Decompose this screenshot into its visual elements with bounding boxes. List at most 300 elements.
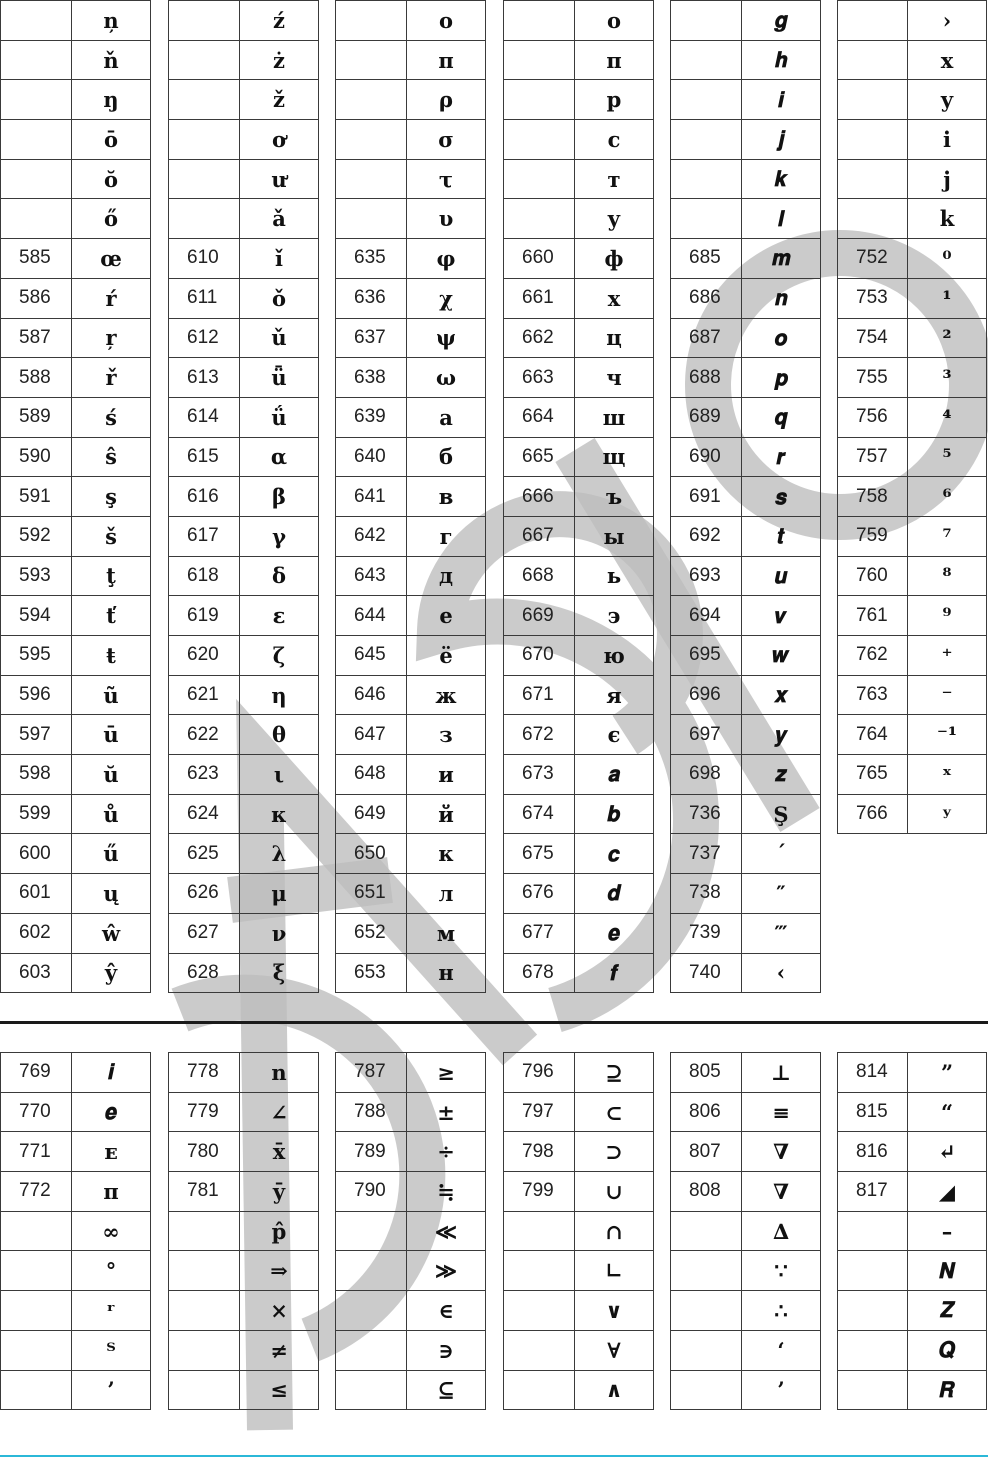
char-code: 626 <box>169 874 240 914</box>
char-row <box>169 239 319 279</box>
char-glyph: 𝒄 <box>575 834 654 874</box>
char-row <box>336 397 486 437</box>
char-code <box>504 199 575 239</box>
char-glyph: 𝒏 <box>742 278 821 318</box>
char-code: 806 <box>671 1092 742 1132</box>
char-code: 668 <box>504 556 575 596</box>
char-code <box>336 1370 407 1410</box>
char-row <box>671 1211 821 1251</box>
char-glyph: ⁹ <box>908 596 987 636</box>
char-code <box>671 199 742 239</box>
char-glyph: θ <box>240 715 319 755</box>
char-code <box>1 199 72 239</box>
char-row <box>169 80 319 120</box>
char-code: 780 <box>169 1132 240 1172</box>
char-row <box>336 1132 486 1172</box>
char-row <box>169 278 319 318</box>
char-glyph: ь <box>575 556 654 596</box>
char-row <box>504 636 654 676</box>
char-code: 738 <box>671 874 742 914</box>
char-glyph: ⁴ <box>908 397 987 437</box>
char-code <box>169 1330 240 1370</box>
char-glyph: 𝒂 <box>575 755 654 795</box>
char-glyph: ņ <box>72 1 151 41</box>
char-code: 757 <box>838 437 908 477</box>
char-code: 690 <box>671 437 742 477</box>
char-code: 761 <box>838 596 908 636</box>
char-table-bottom-2 <box>168 1052 319 1410</box>
char-code: 788 <box>336 1092 407 1132</box>
char-glyph: ф <box>575 239 654 279</box>
char-row <box>1 596 151 636</box>
char-glyph: 𝒙 <box>742 675 821 715</box>
char-glyph: 𝑹 <box>908 1370 987 1410</box>
char-code: 650 <box>336 834 407 874</box>
char-code <box>838 199 908 239</box>
char-row <box>169 1370 319 1410</box>
char-row <box>838 120 987 160</box>
char-row <box>838 199 987 239</box>
char-code: 598 <box>1 755 72 795</box>
char-code: 666 <box>504 477 575 517</box>
char-code: 664 <box>504 397 575 437</box>
char-glyph: κ <box>240 794 319 834</box>
char-code <box>169 80 240 120</box>
char-code: 639 <box>336 397 407 437</box>
char-code: 696 <box>671 675 742 715</box>
char-row <box>169 1132 319 1172</box>
char-row <box>838 1291 987 1331</box>
char-code <box>671 1 742 41</box>
char-code <box>1 1291 72 1331</box>
char-glyph: ŵ <box>72 913 151 953</box>
char-row <box>1 1211 151 1251</box>
char-code: 647 <box>336 715 407 755</box>
char-code <box>336 40 407 80</box>
char-glyph: ≤ <box>240 1370 319 1410</box>
char-glyph: ∩ <box>575 1211 654 1251</box>
char-glyph: ś <box>72 397 151 437</box>
char-code: 589 <box>1 397 72 437</box>
char-code: 672 <box>504 715 575 755</box>
char-glyph: ᵀ <box>72 1330 151 1370</box>
char-row <box>169 1291 319 1331</box>
char-glyph: 𝒉 <box>742 40 821 80</box>
char-glyph: Ş <box>742 794 821 834</box>
char-glyph: ∆ <box>742 1211 821 1251</box>
char-code <box>504 1291 575 1331</box>
char-row <box>671 80 821 120</box>
char-glyph: є <box>575 715 654 755</box>
char-code <box>336 80 407 120</box>
char-code <box>1 1211 72 1251</box>
char-row <box>671 1172 821 1212</box>
char-code <box>671 1370 742 1410</box>
char-glyph: 𝒃 <box>575 794 654 834</box>
char-table-bottom-1 <box>0 1052 151 1410</box>
char-code: 754 <box>838 318 908 358</box>
char-row <box>838 80 987 120</box>
char-glyph: ǘ <box>240 397 319 437</box>
char-row <box>838 1172 987 1212</box>
char-code <box>336 1330 407 1370</box>
char-row <box>671 120 821 160</box>
char-code: 620 <box>169 636 240 676</box>
char-row <box>169 318 319 358</box>
char-row <box>671 953 821 993</box>
char-glyph: л <box>407 874 486 914</box>
char-code: 678 <box>504 953 575 993</box>
char-glyph: 𝒕 <box>742 516 821 556</box>
char-glyph: ũ <box>72 675 151 715</box>
char-row <box>169 199 319 239</box>
char-row <box>169 516 319 556</box>
char-row <box>336 1053 486 1093</box>
char-glyph: 𝒊 <box>72 1053 151 1093</box>
char-code <box>838 40 908 80</box>
char-row <box>1 516 151 556</box>
char-code <box>504 1330 575 1370</box>
char-code <box>671 120 742 160</box>
char-glyph: ο <box>407 1 486 41</box>
char-code: 799 <box>504 1172 575 1212</box>
char-glyph: π <box>407 40 486 80</box>
char-code: 756 <box>838 397 908 437</box>
char-code <box>504 1251 575 1291</box>
char-glyph: н <box>407 953 486 993</box>
char-row <box>1 1 151 41</box>
char-glyph: 𝒓 <box>742 437 821 477</box>
char-glyph: ʸ <box>908 794 987 834</box>
char-glyph: ∨ <box>575 1291 654 1331</box>
char-code: 778 <box>169 1053 240 1093</box>
char-code: 805 <box>671 1053 742 1093</box>
char-row <box>169 913 319 953</box>
char-row <box>838 437 987 477</box>
char-row <box>838 715 987 755</box>
char-glyph: ⊥ <box>742 1053 821 1093</box>
char-row <box>504 1092 654 1132</box>
char-glyph: 𝒈 <box>742 1 821 41</box>
char-glyph: ŋ <box>72 80 151 120</box>
char-row <box>169 120 319 160</box>
char-glyph: y <box>908 80 987 120</box>
char-row <box>504 477 654 517</box>
char-code <box>838 159 908 199</box>
char-code <box>169 1291 240 1331</box>
char-glyph: δ <box>240 556 319 596</box>
char-glyph: и <box>407 755 486 795</box>
char-row <box>336 636 486 676</box>
char-row <box>671 516 821 556</box>
char-row <box>838 318 987 358</box>
footer-rule <box>0 1455 988 1457</box>
char-row <box>336 556 486 596</box>
char-code: 677 <box>504 913 575 953</box>
char-glyph: ξ <box>240 953 319 993</box>
char-row <box>504 1291 654 1331</box>
char-glyph: ж <box>407 675 486 715</box>
char-glyph: š <box>72 516 151 556</box>
char-glyph: ц <box>575 318 654 358</box>
char-glyph: 𝑸 <box>908 1330 987 1370</box>
char-glyph: ⊂ <box>575 1092 654 1132</box>
char-code <box>838 1330 908 1370</box>
char-code: 611 <box>169 278 240 318</box>
char-row <box>169 477 319 517</box>
char-row <box>1 199 151 239</box>
char-code: 592 <box>1 516 72 556</box>
char-code <box>336 120 407 160</box>
char-glyph: м <box>407 913 486 953</box>
char-glyph: 𝒆 <box>575 913 654 953</box>
char-row <box>336 834 486 874</box>
char-row <box>1 794 151 834</box>
char-code: 600 <box>1 834 72 874</box>
char-row <box>169 397 319 437</box>
char-glyph: × <box>240 1291 319 1331</box>
char-glyph: ŝ <box>72 437 151 477</box>
char-code: 697 <box>671 715 742 755</box>
char-code: 586 <box>1 278 72 318</box>
char-glyph: π <box>72 1172 151 1212</box>
char-glyph: ι <box>240 755 319 795</box>
char-row <box>838 278 987 318</box>
char-code: 614 <box>169 397 240 437</box>
char-glyph: ǒ <box>240 278 319 318</box>
char-code: 643 <box>336 556 407 596</box>
char-glyph: ⁶ <box>908 477 987 517</box>
char-code: 652 <box>336 913 407 953</box>
char-glyph: n <box>240 1053 319 1093</box>
char-row <box>671 358 821 398</box>
char-row <box>838 358 987 398</box>
char-row <box>336 199 486 239</box>
char-glyph: э <box>575 596 654 636</box>
char-row <box>671 715 821 755</box>
char-code: 814 <box>838 1053 908 1093</box>
char-code: 764 <box>838 715 908 755</box>
char-glyph: k <box>908 199 987 239</box>
char-row <box>169 596 319 636</box>
char-code <box>336 159 407 199</box>
char-glyph: е <box>407 596 486 636</box>
char-glyph: 𝒐 <box>742 318 821 358</box>
char-row <box>336 40 486 80</box>
char-row <box>838 239 987 279</box>
char-code: 653 <box>336 953 407 993</box>
char-code: 618 <box>169 556 240 596</box>
char-code <box>671 159 742 199</box>
char-row <box>169 636 319 676</box>
char-row <box>336 437 486 477</box>
char-row <box>838 397 987 437</box>
char-row <box>504 1 654 41</box>
char-code: 642 <box>336 516 407 556</box>
char-row <box>169 358 319 398</box>
char-row <box>1 477 151 517</box>
char-glyph: ǖ <box>240 358 319 398</box>
char-code <box>1 40 72 80</box>
char-row <box>504 1330 654 1370</box>
char-code <box>671 80 742 120</box>
char-code: 808 <box>671 1172 742 1212</box>
char-row <box>1 913 151 953</box>
char-code: 689 <box>671 397 742 437</box>
char-glyph: φ <box>407 239 486 279</box>
char-code: 638 <box>336 358 407 398</box>
char-glyph: ≪ <box>407 1211 486 1251</box>
char-glyph: б <box>407 437 486 477</box>
char-table-top-1 <box>0 0 151 993</box>
char-code <box>169 1370 240 1410</box>
char-row <box>671 636 821 676</box>
char-glyph: ψ <box>407 318 486 358</box>
char-code <box>169 1251 240 1291</box>
char-glyph: ž <box>240 80 319 120</box>
char-glyph: ´ <box>742 834 821 874</box>
char-row <box>336 239 486 279</box>
char-row <box>671 1053 821 1093</box>
char-row <box>1 1370 151 1410</box>
char-glyph: ų <box>72 874 151 914</box>
char-row <box>336 1211 486 1251</box>
char-row <box>1 159 151 199</box>
char-glyph: ∇ <box>742 1132 821 1172</box>
char-row <box>671 1330 821 1370</box>
char-glyph: 𝒁 <box>908 1291 987 1331</box>
char-glyph: ъ <box>575 477 654 517</box>
char-glyph: μ <box>240 874 319 914</box>
char-glyph: ё <box>407 636 486 676</box>
char-row <box>1 1092 151 1132</box>
char-glyph: 𝒍 <box>742 199 821 239</box>
char-code: 616 <box>169 477 240 517</box>
char-code: 779 <box>169 1092 240 1132</box>
section-divider <box>0 1021 988 1024</box>
char-row <box>838 1132 987 1172</box>
char-row <box>1 675 151 715</box>
char-code: 610 <box>169 239 240 279</box>
char-glyph: ʳ <box>72 1291 151 1331</box>
char-glyph: з <box>407 715 486 755</box>
char-code <box>838 1291 908 1331</box>
char-glyph: ¹ <box>908 278 987 318</box>
char-row <box>671 1132 821 1172</box>
char-code: 740 <box>671 953 742 993</box>
char-code: 771 <box>1 1132 72 1172</box>
char-code: 817 <box>838 1172 908 1212</box>
char-code: 758 <box>838 477 908 517</box>
char-code: 665 <box>504 437 575 477</box>
char-code: 640 <box>336 437 407 477</box>
char-glyph: › <box>908 1 987 41</box>
char-glyph: ≠ <box>240 1330 319 1370</box>
char-code <box>504 159 575 199</box>
char-code: 752 <box>838 239 908 279</box>
char-glyph: ≥ <box>407 1053 486 1093</box>
char-glyph: ÷ <box>407 1132 486 1172</box>
char-glyph: ⁵ <box>908 437 987 477</box>
char-row <box>169 1092 319 1132</box>
char-glyph: ∈ <box>407 1291 486 1331</box>
char-row <box>504 516 654 556</box>
char-glyph: а <box>407 397 486 437</box>
char-glyph: ∇ <box>742 1172 821 1212</box>
char-row <box>504 1172 654 1212</box>
char-code <box>1 1 72 41</box>
char-code: 739 <box>671 913 742 953</box>
char-code: 646 <box>336 675 407 715</box>
char-code: 661 <box>504 278 575 318</box>
char-row <box>169 755 319 795</box>
char-row <box>1 318 151 358</box>
char-row <box>671 199 821 239</box>
char-glyph: ǐ <box>240 239 319 279</box>
char-glyph: ш <box>575 397 654 437</box>
char-code: 595 <box>1 636 72 676</box>
char-code: 591 <box>1 477 72 517</box>
char-row <box>336 159 486 199</box>
char-code: 807 <box>671 1132 742 1172</box>
char-row <box>671 1291 821 1331</box>
char-row <box>504 397 654 437</box>
char-glyph: д <box>407 556 486 596</box>
char-glyph: “ <box>908 1092 987 1132</box>
char-row <box>504 715 654 755</box>
char-row <box>1 953 151 993</box>
char-code: 641 <box>336 477 407 517</box>
char-glyph: 𝒎 <box>742 239 821 279</box>
char-code: 815 <box>838 1092 908 1132</box>
char-code: 645 <box>336 636 407 676</box>
char-table-top-5 <box>670 0 821 993</box>
char-code: 593 <box>1 556 72 596</box>
char-code: 787 <box>336 1053 407 1093</box>
char-glyph: υ <box>407 199 486 239</box>
char-code: 673 <box>504 755 575 795</box>
char-row <box>1 1330 151 1370</box>
char-row <box>838 1251 987 1291</box>
char-row <box>336 358 486 398</box>
char-glyph: ю <box>575 636 654 676</box>
char-glyph: к <box>407 834 486 874</box>
char-code: 766 <box>838 794 908 834</box>
char-glyph: ◢ <box>908 1172 987 1212</box>
char-row <box>671 874 821 914</box>
char-glyph: 𝒒 <box>742 397 821 437</box>
char-code <box>671 1291 742 1331</box>
char-glyph: ’ <box>742 1370 821 1410</box>
char-table-top-3 <box>335 0 486 993</box>
char-glyph: ы <box>575 516 654 556</box>
char-row <box>169 1053 319 1093</box>
char-glyph: ⊇ <box>575 1053 654 1093</box>
char-row <box>671 755 821 795</box>
char-row <box>336 794 486 834</box>
char-code: 675 <box>504 834 575 874</box>
char-row <box>671 834 821 874</box>
char-row <box>838 1 987 41</box>
char-glyph: 𝒆 <box>72 1092 151 1132</box>
char-code: 671 <box>504 675 575 715</box>
char-row <box>504 755 654 795</box>
char-glyph: ’ <box>72 1370 151 1410</box>
char-glyph: 𝑵 <box>908 1251 987 1291</box>
char-glyph: ‹ <box>742 953 821 993</box>
char-code <box>1 80 72 120</box>
char-row <box>1 397 151 437</box>
